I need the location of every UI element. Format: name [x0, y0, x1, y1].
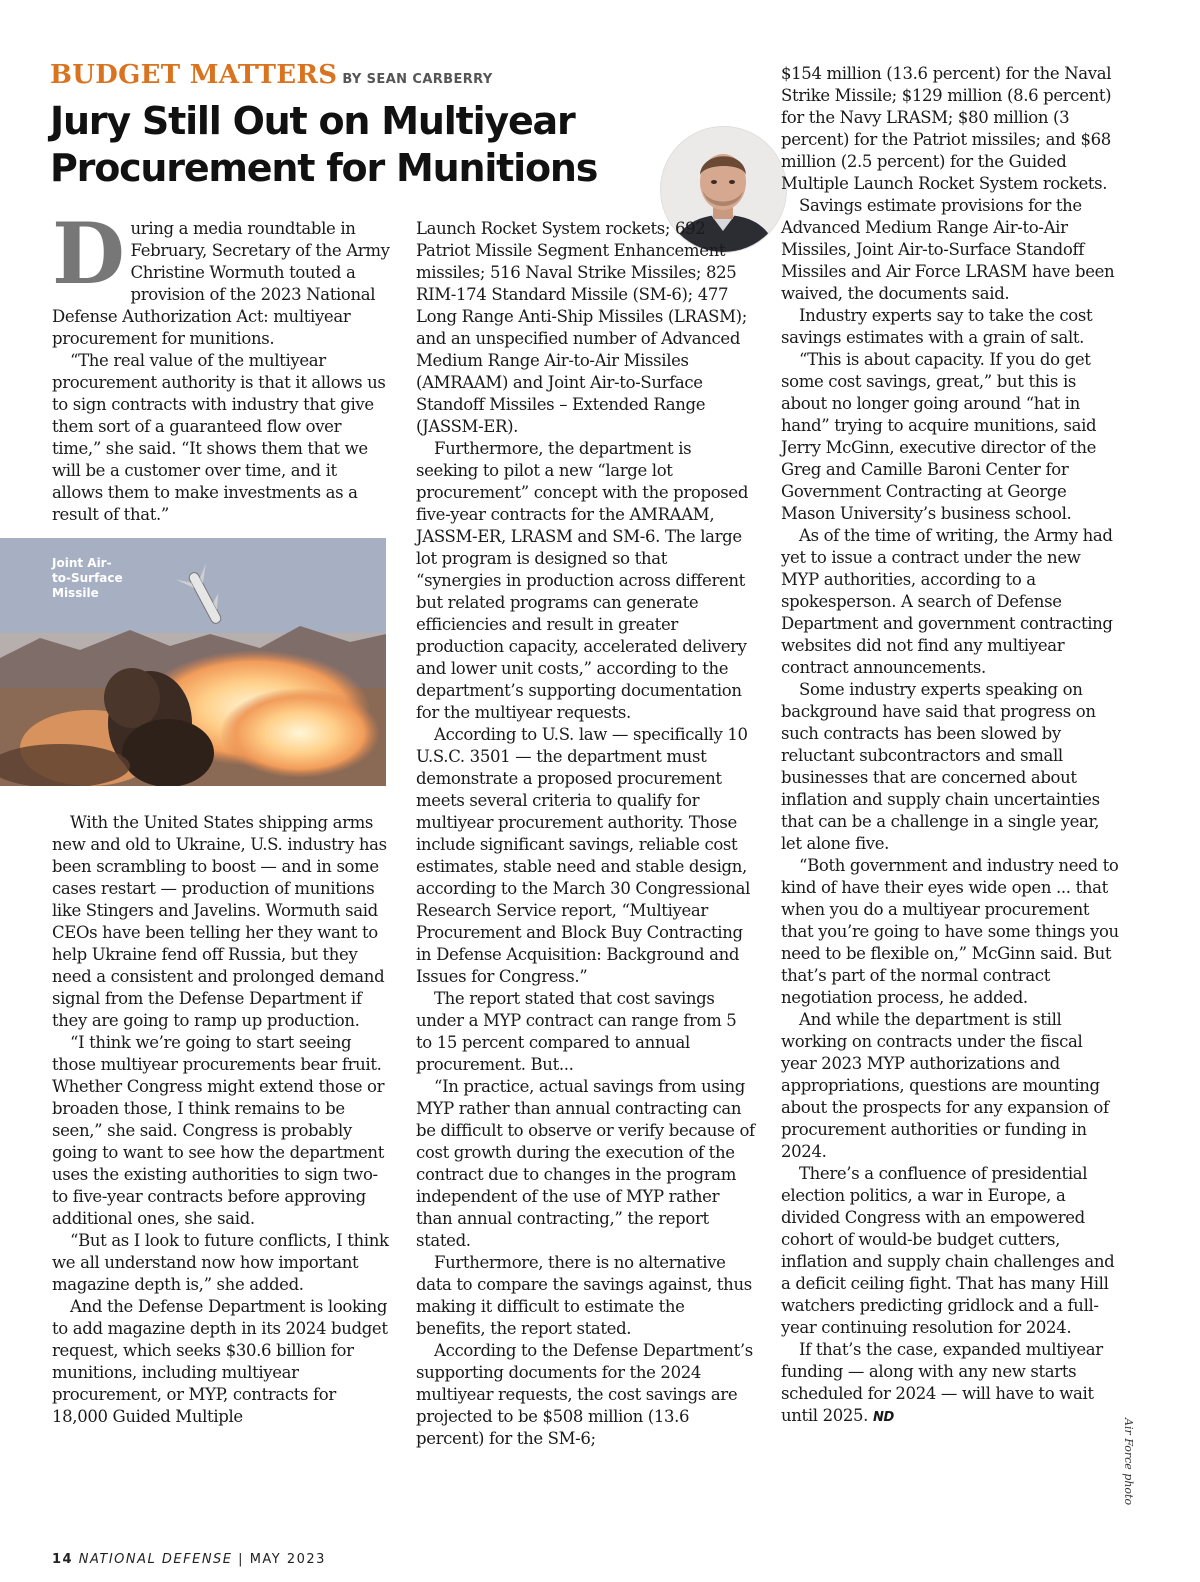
end-mark: ND: [872, 1410, 894, 1425]
paragraph: And the Defense Department is looking to add magazine depth in its 2024 budget request, which seeks $30.6 billion for munitions, including multiyear procurement, or MYP, contracts for 18,000 Guided Multiple: [52, 1297, 388, 1426]
section-kicker: [50, 60, 493, 90]
headline: Jury Still Out on Multiyear Procurement for Munitions: [50, 99, 598, 190]
footer-separator: |: [238, 1552, 245, 1567]
paragraph: Savings estimate provisions for the Advanced Medium Range Air-to-Air Missiles, Joint Air-to-Surface Standoff Missiles and Air Force LRASM have been waived, the documents said.: [781, 196, 1115, 303]
paragraph: Furthermore, the department is seeking to pilot a new “large lot procurement” concept with the proposed five-year contracts for the AMRAAM, JASSM-ER, LRASM and SM-6. The large lot program is designed so that “synergies in production across different but related programs can generate efficiencies and result in greater production capacity, accelerated delivery and lower unit costs,” according to the department’s supporting documentation for the multiyear requests.: [416, 439, 749, 722]
intro-paragraph: During a media roundtable in February, Secretary of the Army Christine Wormuth touted a provision of the 2023 National Defense Authorization Act: multiyear procurement for munitions.: [52, 204, 390, 348]
paragraph: As of the time of writing, the Army had yet to issue a contract under the new MYP authorities, according to a spokesperson. A search of Defense Department and government contracting websites did not find any multiyear contract announcements.: [781, 526, 1113, 677]
paragraph: The report stated that cost savings under a MYP contract can range from 5 to 15 percent compared to annual procurement. But...: [416, 989, 737, 1074]
paragraph: Industry experts say to take the cost savings estimates with a grain of salt.: [781, 306, 1093, 347]
paragraph: “But as I look to future conflicts, I think we all understand now how important magazine depth is,” she added.: [52, 1231, 389, 1294]
paragraph: Launch Rocket System rockets; 692 Patriot Missile Segment Enhancement missiles; 516 Naval Strike Missiles; 825 RIM-174 Standard Missile (SM-6); 477 Long Range Anti-Ship Missiles (LRASM); and an unspecified number of Advanced Medium Range Air-to-Air Missiles (AMRAAM) and Joint Air-to-Surface Standoff Missiles – Extended Range (JASSM-ER).: [416, 219, 747, 436]
section-label: BUDGET MATTERS: [50, 60, 338, 90]
paragraph: Furthermore, there is no alternative data to compare the savings against, thus making it difficult to estimate the benefits, the report stated.: [416, 1253, 752, 1338]
issue-date: MAY 2023: [249, 1552, 326, 1567]
page-number: 14: [52, 1552, 74, 1567]
magazine-name: NATIONAL DEFENSE: [78, 1552, 233, 1567]
paragraph: “The real value of the multiyear procurement authority is that it allows us to sign contracts with industry that give them sort of a guaranteed flow over time,” she said. “It shows them that we will be a customer over time, and it allows them to make investments as a result of that.”: [52, 351, 386, 524]
paragraph: And while the department is still working on contracts under the fiscal year 2023 MYP authorizations and appropriations, questions are mounting about the prospects for any expansion of procurement authorities or funding in 2024.: [781, 1010, 1109, 1161]
photo-credit: Air Force photo: [1122, 1418, 1135, 1506]
column-1-continued: [52, 812, 392, 1428]
paragraph: “Both government and industry need to kind of have their eyes wide open ... that when you do a multiyear procurement that you’re going to have some things you need to be flexible on,” McGinn said. But that’s part of the normal contract negotiation process, he added.: [781, 856, 1119, 1007]
paragraph: “This is about capacity. If you do get some cost savings, great,” but this is about no longer going around “hat in hand” trying to acquire munitions, said Jerry McGinn, executive director of the Greg and Camille Baroni Center for Government Contracting at George Mason University’s business school.: [781, 350, 1097, 523]
paragraph: There’s a confluence of presidential election politics, a war in Europe, a divided Congress with an empowered cohort of would-be budget cutters, inflation and supply chain challenges and a deficit ceiling fight. That has many Hill watchers predicting gridlock and a full-year continuing resolution for 2024.: [781, 1164, 1115, 1337]
paragraph: “In practice, actual savings from using MYP rather than annual contracting can be difficult to observe or verify because of cost growth during the execution of the contract due to changes in the program independent of the use of MYP rather than annual contracting,” the report stated.: [416, 1077, 755, 1250]
drop-cap: D: [52, 204, 125, 303]
byline: BY SEAN CARBERRY: [342, 72, 493, 87]
photo-caption: Joint Air- to-Surface Missile: [52, 556, 123, 600]
closing-paragraph: If that’s the case, expanded multiyear funding — along with any new starts scheduled for 2024 — will have to wait until 2025. ND: [781, 1340, 1103, 1425]
paragraph: Some industry experts speaking on background have said that progress on such contracts has been slowed by reluctant subcontractors and small businesses that are concerned about inflation and supply chain uncertainties that can be a challenge in a single year, let alone five.: [781, 680, 1100, 853]
paragraph: With the United States shipping arms new and old to Ukraine, U.S. industry has been scrambling to boost — and in some cases restart — production of munitions like Stingers and Javelins. Wormuth said CEOs have been telling her they want to help Ukraine fend off Russia, but they need a consistent and prolonged demand signal from the Defense Department if they are going to ramp up production.: [52, 813, 387, 1030]
column-2: [416, 218, 756, 1450]
column-1: [52, 204, 392, 526]
paragraph: “I think we’re going to start seeing those multiyear procurements bear fruit. Whether Congress might extend those or broaden those, I think remains to be seen,” she said. Congress is probably going to want to see how the department uses the existing authorities to sign two- to five-year contracts before approving additional ones, she said.: [52, 1033, 385, 1228]
column-3: [781, 63, 1121, 1429]
paragraph: According to U.S. law — specifically 10 U.S.C. 3501 — the department must demonstrate a proposed procurement meets several criteria to qualify for multiyear procurement authority. Those include significant savings, reliable cost estimates, stable need and stable design, according to the March 30 Congressional Research Service report, “Multiyear Procurement and Block Buy Contracting in Defense Acquisition: Background and Issues for Congress.”: [416, 725, 751, 986]
page-footer: [52, 1552, 326, 1567]
missile-photo: [0, 538, 386, 786]
paragraph: According to the Defense Department’s supporting documents for the 2024 multiyear requests, the cost savings are projected to be $508 million (13.6 percent) for the SM-6;: [416, 1341, 753, 1448]
paragraph: $154 million (13.6 percent) for the Naval Strike Missile; $129 million (8.6 percent) for the Navy LRASM; $80 million (3 percent) for the Patriot missiles; and $68 million (2.5 percent) for the Guided Multiple Launch Rocket System rockets.: [781, 64, 1112, 193]
